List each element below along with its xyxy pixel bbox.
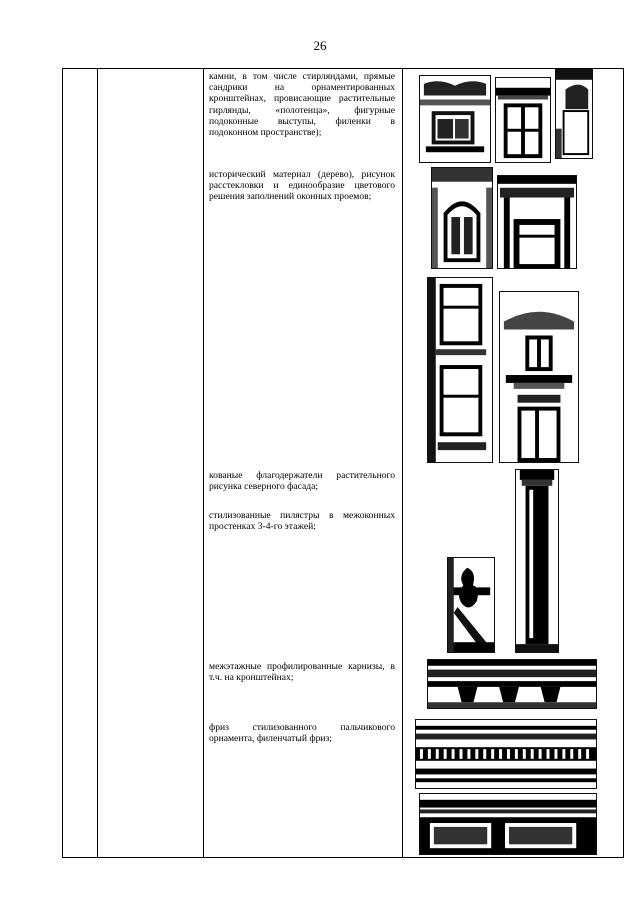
window-pediment-photo xyxy=(497,175,577,269)
balcony-windows-photo xyxy=(499,291,579,463)
tall-facade-windows-photo xyxy=(427,277,493,463)
description-window-fillings: исторический материал (дерево), рисунок расстекловки и единообразие цветового решения заполнений оконных проемов; xyxy=(209,169,395,203)
monument-features-table xyxy=(62,68,624,858)
description-flag-holders: кованые флагодержатели растительного рисунка северного фасада; xyxy=(209,470,395,493)
arched-window-photo xyxy=(431,167,493,269)
description-pilasters: стилизованные пилястры в межоконных простенках 3-4-го этажей; xyxy=(209,510,395,533)
description-architectural-decor: камни, в том числе стирляндами, прямые сандрики на орнаментированных кронштейнах, провисающие растительные гирлянды, «полотенца», фигурные подоконные выступы, филенки в подоконном пространстве); xyxy=(209,71,395,139)
column-divider-2 xyxy=(203,69,204,857)
pilaster-photo xyxy=(515,469,559,653)
column-divider-1 xyxy=(97,69,98,857)
description-friezes: фриз стилизованного пальчикового орнамента, филенчатый фриз; xyxy=(209,722,395,745)
page-number: 26 xyxy=(313,38,327,53)
bracket-cornice-photo xyxy=(427,659,597,709)
window-with-sandrik-photo xyxy=(495,77,551,163)
description-cornices: межэтажные профилированные карнизы, в т.ч. на кронштейнах; xyxy=(209,661,395,684)
flag-holder-photo xyxy=(447,557,495,653)
window-corner-photo xyxy=(555,69,593,159)
panel-frieze-photo xyxy=(419,793,597,855)
dentil-frieze-photo xyxy=(415,719,597,789)
column-divider-3 xyxy=(402,69,403,857)
window-with-garlands-photo xyxy=(419,75,491,163)
